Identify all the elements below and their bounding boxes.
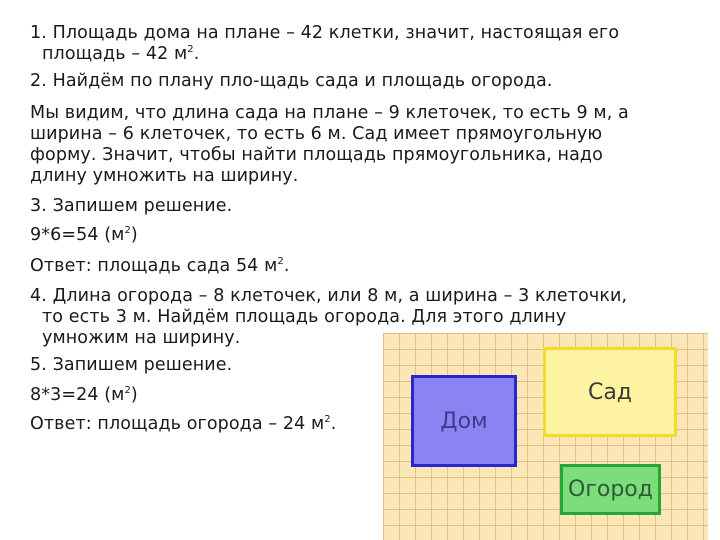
garden-label: Сад — [587, 379, 633, 405]
item-5 — [30, 355, 232, 376]
vegetable-garden-calculation — [30, 385, 138, 406]
explanation-text: Мы видим, что длина сада на плане – 9 клеточек, то есть 9 м, а ширина – 6 клеточек, то есть 6 м. Сад имеет прямоугольную форму. Значит, чтобы найти площадь прямоугольника, надо длину умножить на ширину. — [30, 103, 629, 186]
item-3-number: 3. — [30, 196, 53, 216]
item-1-sup: 2 — [187, 44, 194, 55]
garden-calculation-suffix: ) — [130, 225, 138, 245]
item-1-number: 1. — [30, 23, 53, 43]
item-3 — [30, 196, 232, 217]
item-5-text: Запишем решение. — [52, 355, 233, 375]
item-4-number: 4. — [30, 286, 53, 306]
garden-calculation — [30, 225, 138, 246]
vegetable-garden-label: Огород — [568, 477, 653, 502]
item-1-text: Площадь дома на плане – 42 клетки, значит, настоящая его площадь – 42 м — [42, 23, 620, 64]
vegetable-garden-answer-suffix: . — [330, 414, 337, 434]
vegetable-garden-calculation-sup: 2 — [124, 385, 131, 396]
vegetable-garden-answer-sup: 2 — [324, 414, 331, 425]
house-label: Дом — [440, 408, 488, 434]
vegetable-garden-answer — [30, 414, 336, 435]
item-4-text: Длина огорода – 8 клеточек, или 8 м, а ширина – 3 клеточки, то есть 3 м. Найдём площадь огорода. Для этого длину умножим на ширину. — [42, 286, 628, 348]
item-1 — [30, 23, 619, 65]
garden-calculation-text: 9*6=54 (м — [30, 225, 125, 245]
item-3-text: Запишем решение. — [52, 196, 233, 216]
garden-answer-sup: 2 — [277, 256, 284, 267]
item-2-text: Найдём по плану пло-щадь сада и площадь огорода. — [52, 71, 553, 91]
garden-answer-suffix: . — [283, 256, 290, 276]
vegetable-garden-calculation-text: 8*3=24 (м — [30, 385, 125, 405]
garden-answer — [30, 256, 290, 277]
item-5-number: 5. — [30, 355, 53, 375]
item-2 — [30, 71, 553, 92]
vegetable-garden-answer-text: Ответ: площадь огорода – 24 м — [30, 414, 325, 434]
item-1-suffix: . — [193, 44, 200, 64]
garden-answer-text: Ответ: площадь сада 54 м — [30, 256, 278, 276]
garden-calculation-sup: 2 — [124, 225, 131, 236]
garden-block — [543, 347, 677, 437]
vegetable-garden-block — [560, 464, 661, 515]
vegetable-garden-calculation-suffix: ) — [130, 385, 138, 405]
plot-plan-grid — [383, 333, 708, 540]
item-2-number: 2. — [30, 71, 53, 91]
house-block — [411, 375, 517, 467]
explanation-paragraph — [30, 103, 629, 187]
